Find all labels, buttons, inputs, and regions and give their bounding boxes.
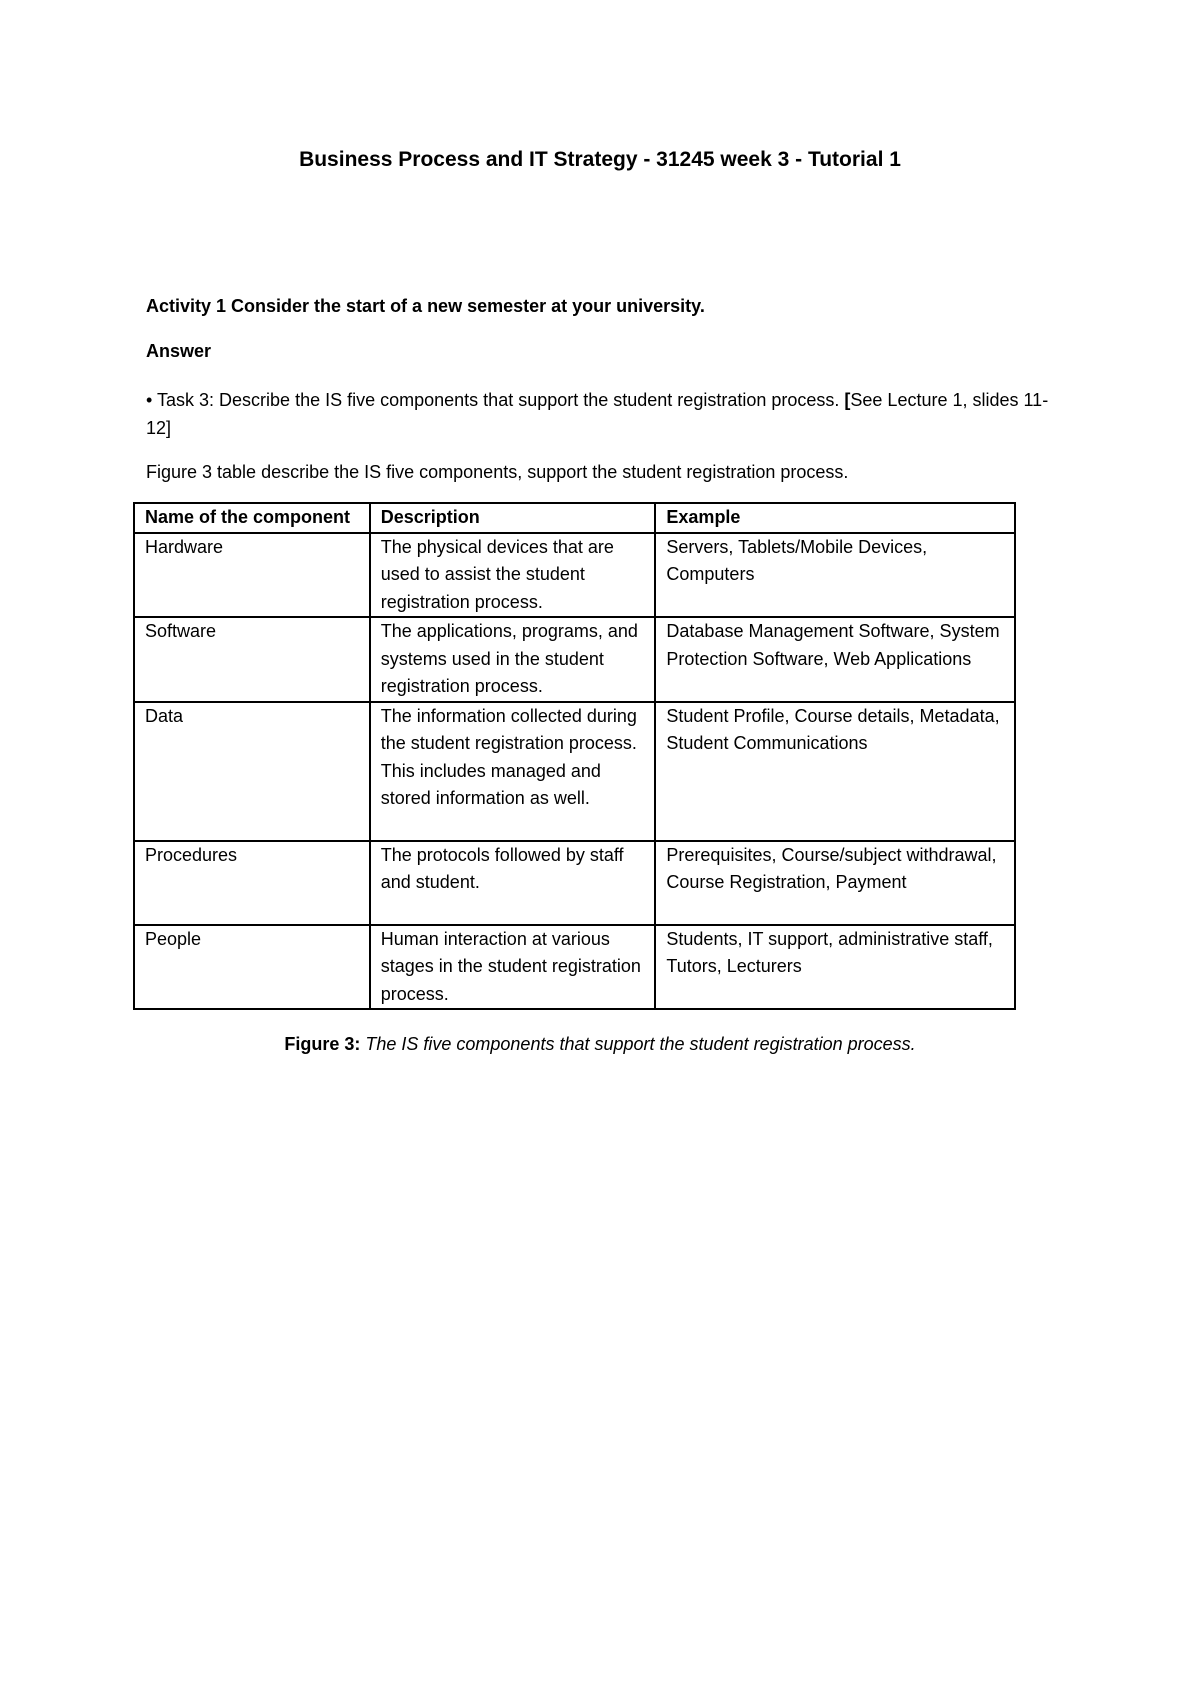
caption-label: Figure 3:: [284, 1034, 361, 1054]
bullet-icon: •: [146, 390, 153, 410]
task-reference: See Lecture 1, slides 11-12]: [146, 390, 1049, 438]
cell-component: Data: [134, 702, 370, 841]
cell-component: People: [134, 925, 370, 1010]
table-row: [134, 617, 1015, 702]
cell-description: The applications, programs, and systems used in the student registration process.: [370, 617, 656, 702]
cell-example: Database Management Software, System Protection Software, Web Applications: [655, 617, 1015, 702]
activity-heading: Activity 1 Consider the start of a new semester at your university.: [146, 296, 705, 316]
cell-example: Servers, Tablets/Mobile Devices, Computers: [655, 533, 1015, 618]
cell-description: Human interaction at various stages in the student registration process.: [370, 925, 656, 1010]
cell-component: Procedures: [134, 841, 370, 925]
task-text: Describe the IS five components that support the student registration process.: [219, 390, 840, 410]
components-table: [133, 502, 1016, 1010]
cell-example: Students, IT support, administrative staff, Tutors, Lecturers: [655, 925, 1015, 1010]
cell-description: The physical devices that are used to assist the student registration process.: [370, 533, 656, 618]
table-row: [134, 925, 1015, 1010]
cell-component: Hardware: [134, 533, 370, 618]
answer-label: Answer: [146, 341, 212, 361]
header-example: Example: [655, 503, 1015, 533]
cell-example: Student Profile, Course details, Metadata, Student Communications: [655, 702, 1015, 841]
caption-text: The IS five components that support the student registration process.: [365, 1034, 916, 1054]
task-reference-bracket: [: [844, 390, 851, 410]
table-header-row: [134, 503, 1015, 533]
cell-component: Software: [134, 617, 370, 702]
figure-caption: [0, 1034, 1200, 1055]
table-intro: Figure 3 table describe the IS five components, support the student registration process.: [146, 462, 849, 482]
cell-description: The information collected during the student registration process. This includes managed and stored information as well.: [370, 702, 656, 841]
table-row: [134, 702, 1015, 841]
table-row: [134, 533, 1015, 618]
header-description: Description: [370, 503, 656, 533]
document-title: Business Process and IT Strategy - 31245 week 3 - Tutorial 1: [299, 148, 901, 171]
cell-description: The protocols followed by staff and student.: [370, 841, 656, 925]
header-name: Name of the component: [134, 503, 370, 533]
task-paragraph: [146, 386, 1066, 442]
cell-example: Prerequisites, Course/subject withdrawal, Course Registration, Payment: [655, 841, 1015, 925]
table-row: [134, 841, 1015, 925]
task-label: Task 3:: [157, 390, 215, 410]
